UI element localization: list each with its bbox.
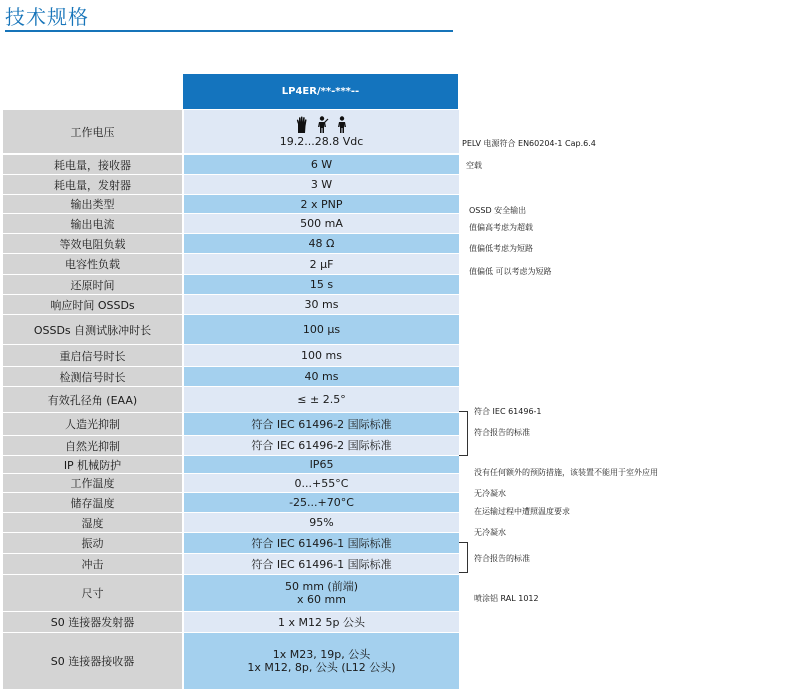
row-value: [184, 413, 459, 436]
row-label: 输出电流: [3, 214, 182, 234]
row-value-text: 1x M23, 19p, 公头: [272, 648, 371, 661]
row-label: 等效电阻负载: [3, 234, 182, 254]
table-row: [3, 155, 459, 175]
row-value: [184, 234, 459, 254]
row-label: 还原时间: [3, 275, 182, 295]
hand-icon: [295, 116, 309, 134]
row-value-text: 19.2...28.8 Vdc: [279, 134, 364, 148]
table-row: [3, 413, 459, 436]
row-value: [184, 295, 459, 315]
row-value-text: 6 W: [310, 158, 333, 171]
table-row: [3, 234, 459, 254]
side-note: 在运输过程中遭照温度要求: [474, 507, 570, 516]
row-value: [184, 254, 459, 275]
row-value: [184, 315, 459, 345]
row-value-text: ≤ ± 2.5°: [297, 393, 346, 406]
side-note: 喷涂铝 RAL 1012: [474, 594, 539, 603]
side-note: OSSD 安全输出: [469, 206, 527, 215]
row-value-text: -25...+70°C: [289, 496, 354, 509]
row-value-text: 40 ms: [304, 370, 339, 383]
table-row: [3, 367, 459, 387]
side-note: 无冷凝水: [474, 489, 506, 498]
row-value: [184, 612, 459, 633]
side-note: 符合报告的标准: [474, 554, 530, 563]
table-row: [3, 110, 459, 154]
page-title: 技术规格: [5, 5, 89, 29]
row-label: 工作温度: [3, 474, 182, 493]
bracket-line: [459, 411, 468, 456]
table-row: [3, 175, 459, 195]
row-label: 工作电压: [3, 110, 182, 154]
row-label: 耗电量，发射器: [3, 175, 182, 195]
table-row: [3, 214, 459, 234]
row-label: 振动: [3, 533, 182, 554]
row-label: 冲击: [3, 554, 182, 575]
row-value-text: 符合 IEC 61496-1 国际标准: [251, 557, 392, 571]
row-value-text: 50 mm (前端): [284, 580, 358, 593]
table-row: [3, 533, 459, 554]
table-row: [3, 575, 459, 612]
row-value-text: IP65: [309, 458, 334, 471]
row-value: [184, 513, 459, 533]
table-row: [3, 387, 459, 413]
table-row: [3, 493, 459, 513]
table-row: [3, 456, 459, 474]
side-note: 符合报告的标准: [474, 428, 530, 437]
row-value-text-line2: x 60 mm: [297, 593, 346, 606]
table-row: [3, 295, 459, 315]
row-label: S0 连接器发射器: [3, 612, 182, 633]
row-value-text: 3 W: [310, 178, 333, 191]
model-header: LP4ER/**-***--: [183, 74, 458, 109]
side-note: 值偏高考虑为超载: [469, 223, 533, 232]
side-note: 值偏低 可以考虑为短路: [469, 267, 552, 276]
row-value: [184, 345, 459, 367]
table-row: [3, 474, 459, 493]
table-row: [3, 513, 459, 533]
row-label: OSSDs 自测试脉冲时长: [3, 315, 182, 345]
row-value: [184, 493, 459, 513]
row-value: [184, 436, 459, 456]
row-value-text: 0...+55°C: [294, 476, 349, 490]
side-note: 没有任何额外的预防措施，该装置不能用于室外应用: [474, 468, 658, 477]
row-value: [184, 367, 459, 387]
row-label: 储存温度: [3, 493, 182, 513]
row-label: 人造光抑制: [3, 413, 182, 436]
side-note: 无冷凝水: [474, 528, 506, 537]
row-label: IP 机械防护: [3, 456, 182, 474]
row-label: 电容性负载: [3, 254, 182, 275]
row-label: 尺寸: [3, 575, 182, 612]
row-value: [184, 456, 459, 474]
row-value: [184, 155, 459, 175]
row-value: [184, 387, 459, 413]
table-row: [3, 633, 459, 690]
row-value-text: 30 ms: [304, 298, 339, 311]
side-note: PELV 电源符合 EN60204-1 Cap.6.4: [462, 139, 596, 148]
row-label: 输出类型: [3, 195, 182, 214]
person-icon: [335, 116, 349, 134]
row-value: [184, 275, 459, 295]
row-label: 重启信号时长: [3, 345, 182, 367]
row-value: [184, 110, 459, 154]
side-note: 空载: [466, 161, 482, 170]
table-row: [3, 345, 459, 367]
row-label: S0 连接器接收器: [3, 633, 182, 690]
row-value-text: 符合 IEC 61496-2 国际标准: [251, 439, 392, 452]
row-value-text: 500 mA: [300, 217, 343, 230]
row-value: [184, 214, 459, 234]
row-label: 自然光抑制: [3, 436, 182, 456]
row-label: 响应时间 OSSDs: [3, 295, 182, 315]
person-icon: [315, 116, 329, 134]
row-value-text: 1 x M12 5p 公头: [278, 615, 365, 629]
row-value: [184, 554, 459, 575]
row-value-text: 15 s: [309, 278, 334, 291]
table-row: [3, 254, 459, 275]
table-row: [3, 315, 459, 345]
row-value: [184, 195, 459, 214]
row-value: [184, 474, 459, 493]
row-value-text: 符合 IEC 61496-1 国际标准: [251, 536, 392, 550]
row-value-text: 符合 IEC 61496-2 国际标准: [251, 417, 392, 431]
side-note: 符合 IEC 61496-1: [474, 407, 542, 416]
row-value: [184, 533, 459, 554]
row-value-text: 2 µF: [309, 257, 334, 271]
table-row: [3, 275, 459, 295]
table-row: [3, 436, 459, 456]
row-value-text: 95%: [309, 516, 334, 529]
table-row: [3, 195, 459, 214]
bracket-line: [459, 542, 468, 573]
table-row: [3, 612, 459, 633]
safety-icons: [295, 116, 349, 134]
row-value: [184, 633, 459, 690]
table-row: [3, 554, 459, 575]
row-value-text: 2 x PNP: [300, 197, 343, 211]
title-divider: [5, 30, 453, 32]
row-value: [184, 575, 459, 612]
row-label: 耗电量，接收器: [3, 155, 182, 175]
row-value-text: 48 Ω: [308, 237, 335, 250]
row-label: 湿度: [3, 513, 182, 533]
row-label: 有效孔径角 (EAA): [3, 387, 182, 413]
row-value: [184, 175, 459, 195]
side-note: 值偏低考虑为短路: [469, 244, 533, 253]
row-label: 检测信号时长: [3, 367, 182, 387]
row-value-text-line2: 1x M12, 8p, 公头 (L12 公头): [247, 661, 396, 674]
row-value-text: 100 ms: [301, 349, 342, 362]
row-value-text: 100 µs: [302, 323, 341, 336]
